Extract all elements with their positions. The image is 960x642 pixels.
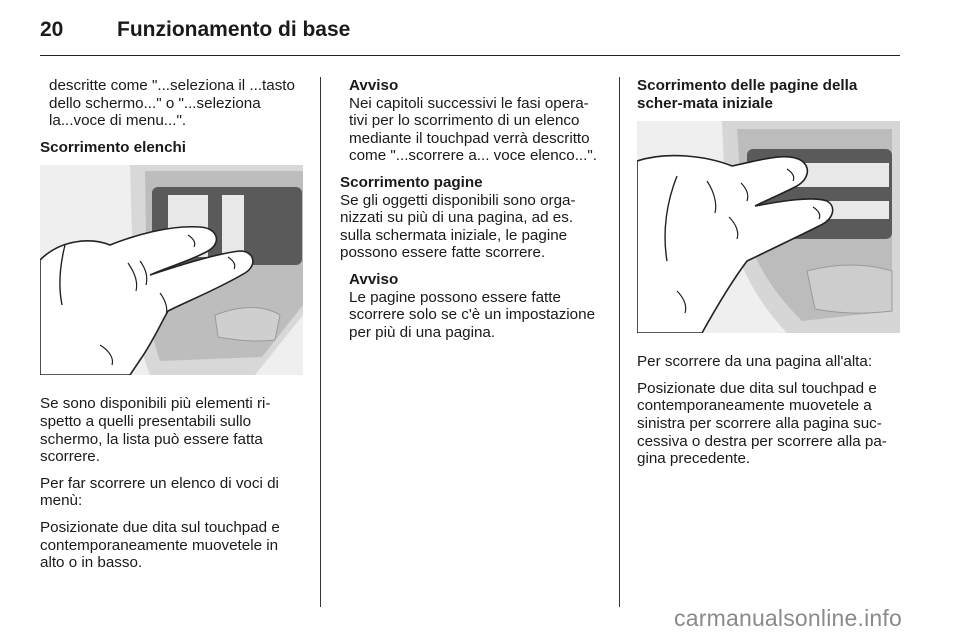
column-divider [320, 77, 321, 607]
paragraph: Posizionate due dita sul touchpad e contemporaneamente muovetele in alto o in basso. [40, 518, 280, 572]
page-number: 20 [40, 18, 64, 41]
column-divider [619, 77, 620, 607]
note-title: Avviso [349, 270, 399, 288]
header-divider [40, 55, 900, 56]
section-heading-home-page-scrolling: Scorrimento delle pagine della scher-mata iniziale [637, 77, 858, 112]
page-title: Funzionamento di base [117, 18, 351, 41]
column-1 [40, 77, 302, 581]
note-text: Le pagine possono essere fatte scorrere solo se c'è un impostazione per più di una pagina. [349, 288, 596, 341]
intro-paragraph: descritte come "...seleziona il ...tasto dello schermo..." o "...seleziona la...voce di menu...". [49, 77, 295, 130]
note-box [340, 77, 602, 165]
touchpad-horizontal-scroll-illustration [637, 121, 900, 333]
watermark-text: carmanualsonline.info [674, 605, 902, 631]
note-box [340, 271, 602, 341]
paragraph: Se gli oggetti disponibili sono orga-nizzati su più di una pagina, ad es. sulla schermata iniziale, le pagine possono essere fatte scorrere. [340, 191, 576, 262]
page-header [40, 14, 900, 54]
paragraph: Per scorrere da una pagina all'alta: [637, 353, 873, 371]
section-heading-list-scrolling: Scorrimento elenchi [40, 138, 187, 156]
column-3 [637, 77, 901, 477]
note-title: Avviso [349, 77, 399, 94]
column-2 [340, 77, 602, 341]
paragraph: Per far scorrere un elenco di voci di menù: [40, 474, 279, 510]
section-heading-page-scrolling: Scorrimento pagine [340, 173, 483, 191]
paragraph: Se sono disponibili più elementi ri-spetto a quelli presentabili sullo schermo, la lista può essere fatta scorrere. [40, 395, 271, 466]
paragraph: Posizionate due dita sul touchpad e contemporaneamente muovetele a sinistra per scorrere alla pagina suc-cessiva o destra per scorrere alla pa-gina precedente. [637, 379, 887, 468]
note-text: Nei capitoli successivi le fasi opera-tivi per lo scorrimento di un elenco mediante il touchpad verrà descritto come "...scorrere a... voce elenco...". [349, 94, 597, 165]
touchpad-vertical-scroll-illustration [40, 165, 303, 375]
